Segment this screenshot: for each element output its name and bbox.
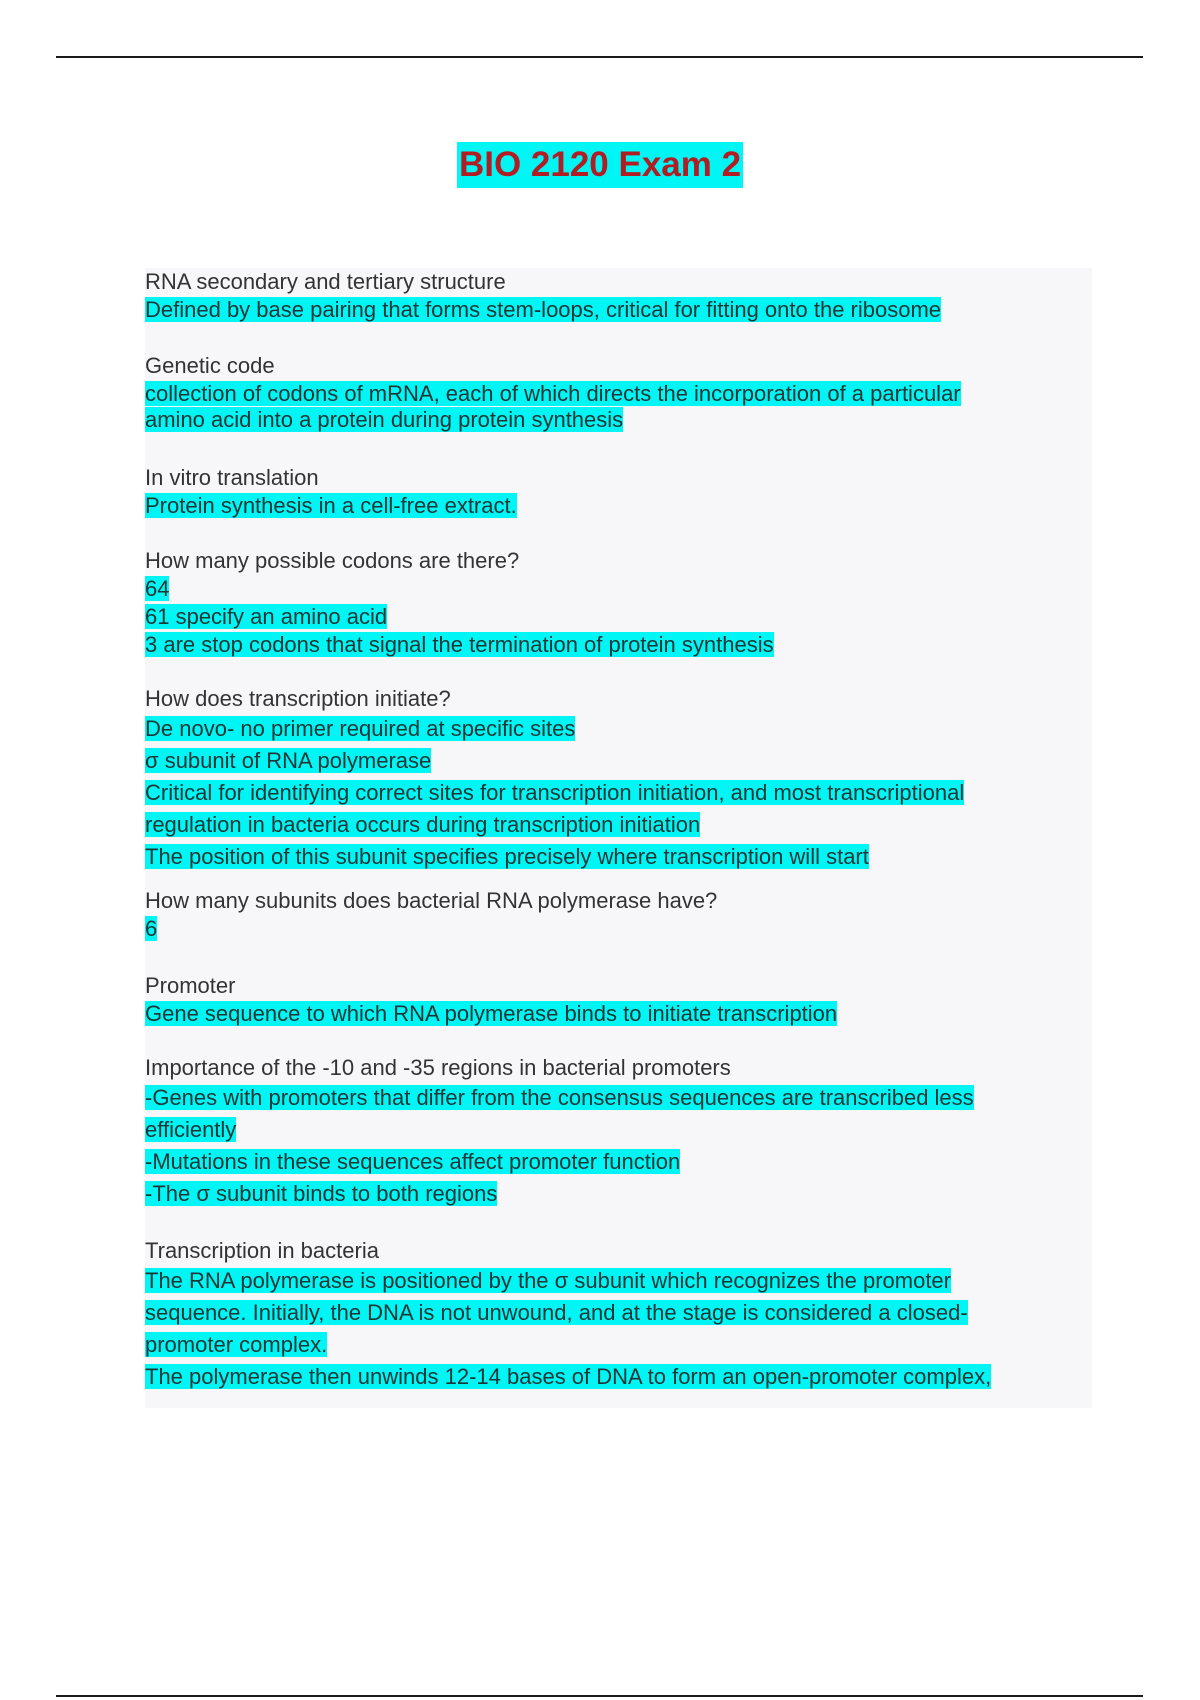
flashcard <box>145 685 1075 873</box>
flashcard-answer: De novo- no primer required at specific sites <box>145 716 576 741</box>
flashcard <box>145 352 1075 434</box>
flashcard-answer: The position of this subunit specifies precisely where transcription will start <box>145 844 869 869</box>
flashcard-question: In vitro translation <box>145 465 319 490</box>
flashcard-answer: efficiently <box>145 1117 237 1142</box>
title-block <box>0 142 1200 188</box>
flashcard-question: Transcription in bacteria <box>145 1238 379 1263</box>
top-rule <box>56 56 1143 58</box>
flashcard-question: Genetic code <box>145 353 275 378</box>
flashcard-answer: sequence. Initially, the DNA is not unwound, and at the stage is considered a closed- <box>145 1300 968 1325</box>
flashcard-question: How many subunits does bacterial RNA polymerase have? <box>145 888 718 913</box>
flashcard <box>145 887 1075 943</box>
flashcard <box>145 1237 1075 1393</box>
flashcard-answer: Gene sequence to which RNA polymerase binds to initiate transcription <box>145 1001 838 1026</box>
flashcard-answer: 61 specify an amino acid <box>145 604 388 629</box>
flashcard-answer: -Genes with promoters that differ from the consensus sequences are transcribed less <box>145 1085 974 1110</box>
flashcard-answer: promoter complex. <box>145 1332 328 1357</box>
flashcard <box>145 464 1075 520</box>
flashcard-answer: -The σ subunit binds to both regions <box>145 1181 498 1206</box>
document-title: BIO 2120 Exam 2 <box>457 142 743 188</box>
flashcard-answer: Critical for identifying correct sites for transcription initiation, and most transcriptional <box>145 780 965 805</box>
flashcard-answer: -Mutations in these sequences affect promoter function <box>145 1149 681 1174</box>
flashcard-answer: Defined by base pairing that forms stem-loops, critical for fitting onto the ribosome <box>145 297 942 322</box>
flashcard-answer: regulation in bacteria occurs during transcription initiation <box>145 812 701 837</box>
flashcard-answer: amino acid into a protein during protein synthesis <box>145 407 624 432</box>
flashcard-list <box>145 268 1092 1408</box>
flashcard-answer: 64 <box>145 576 170 601</box>
flashcard-answer: 6 <box>145 916 158 941</box>
flashcard-question: How many possible codons are there? <box>145 548 520 573</box>
flashcard-answer: The RNA polymerase is positioned by the σ subunit which recognizes the promoter <box>145 1268 951 1293</box>
flashcard <box>145 1054 1075 1210</box>
flashcard-question: How does transcription initiate? <box>145 686 451 711</box>
flashcard-answer: The polymerase then unwinds 12-14 bases of DNA to form an open-promoter complex, <box>145 1364 992 1389</box>
flashcard-question: Promoter <box>145 973 236 998</box>
flashcard <box>145 547 1075 659</box>
flashcard-answer: collection of codons of mRNA, each of which directs the incorporation of a particular <box>145 381 961 406</box>
flashcard <box>145 268 1075 324</box>
flashcard <box>145 972 1075 1028</box>
flashcard-question: Importance of the -10 and -35 regions in bacterial promoters <box>145 1055 731 1080</box>
flashcard-answer: 3 are stop codons that signal the termination of protein synthesis <box>145 632 774 657</box>
flashcard-question: RNA secondary and tertiary structure <box>145 269 506 294</box>
flashcard-answer: σ subunit of RNA polymerase <box>145 748 432 773</box>
flashcard-answer: Protein synthesis in a cell-free extract. <box>145 493 517 518</box>
bottom-rule <box>56 1695 1143 1697</box>
